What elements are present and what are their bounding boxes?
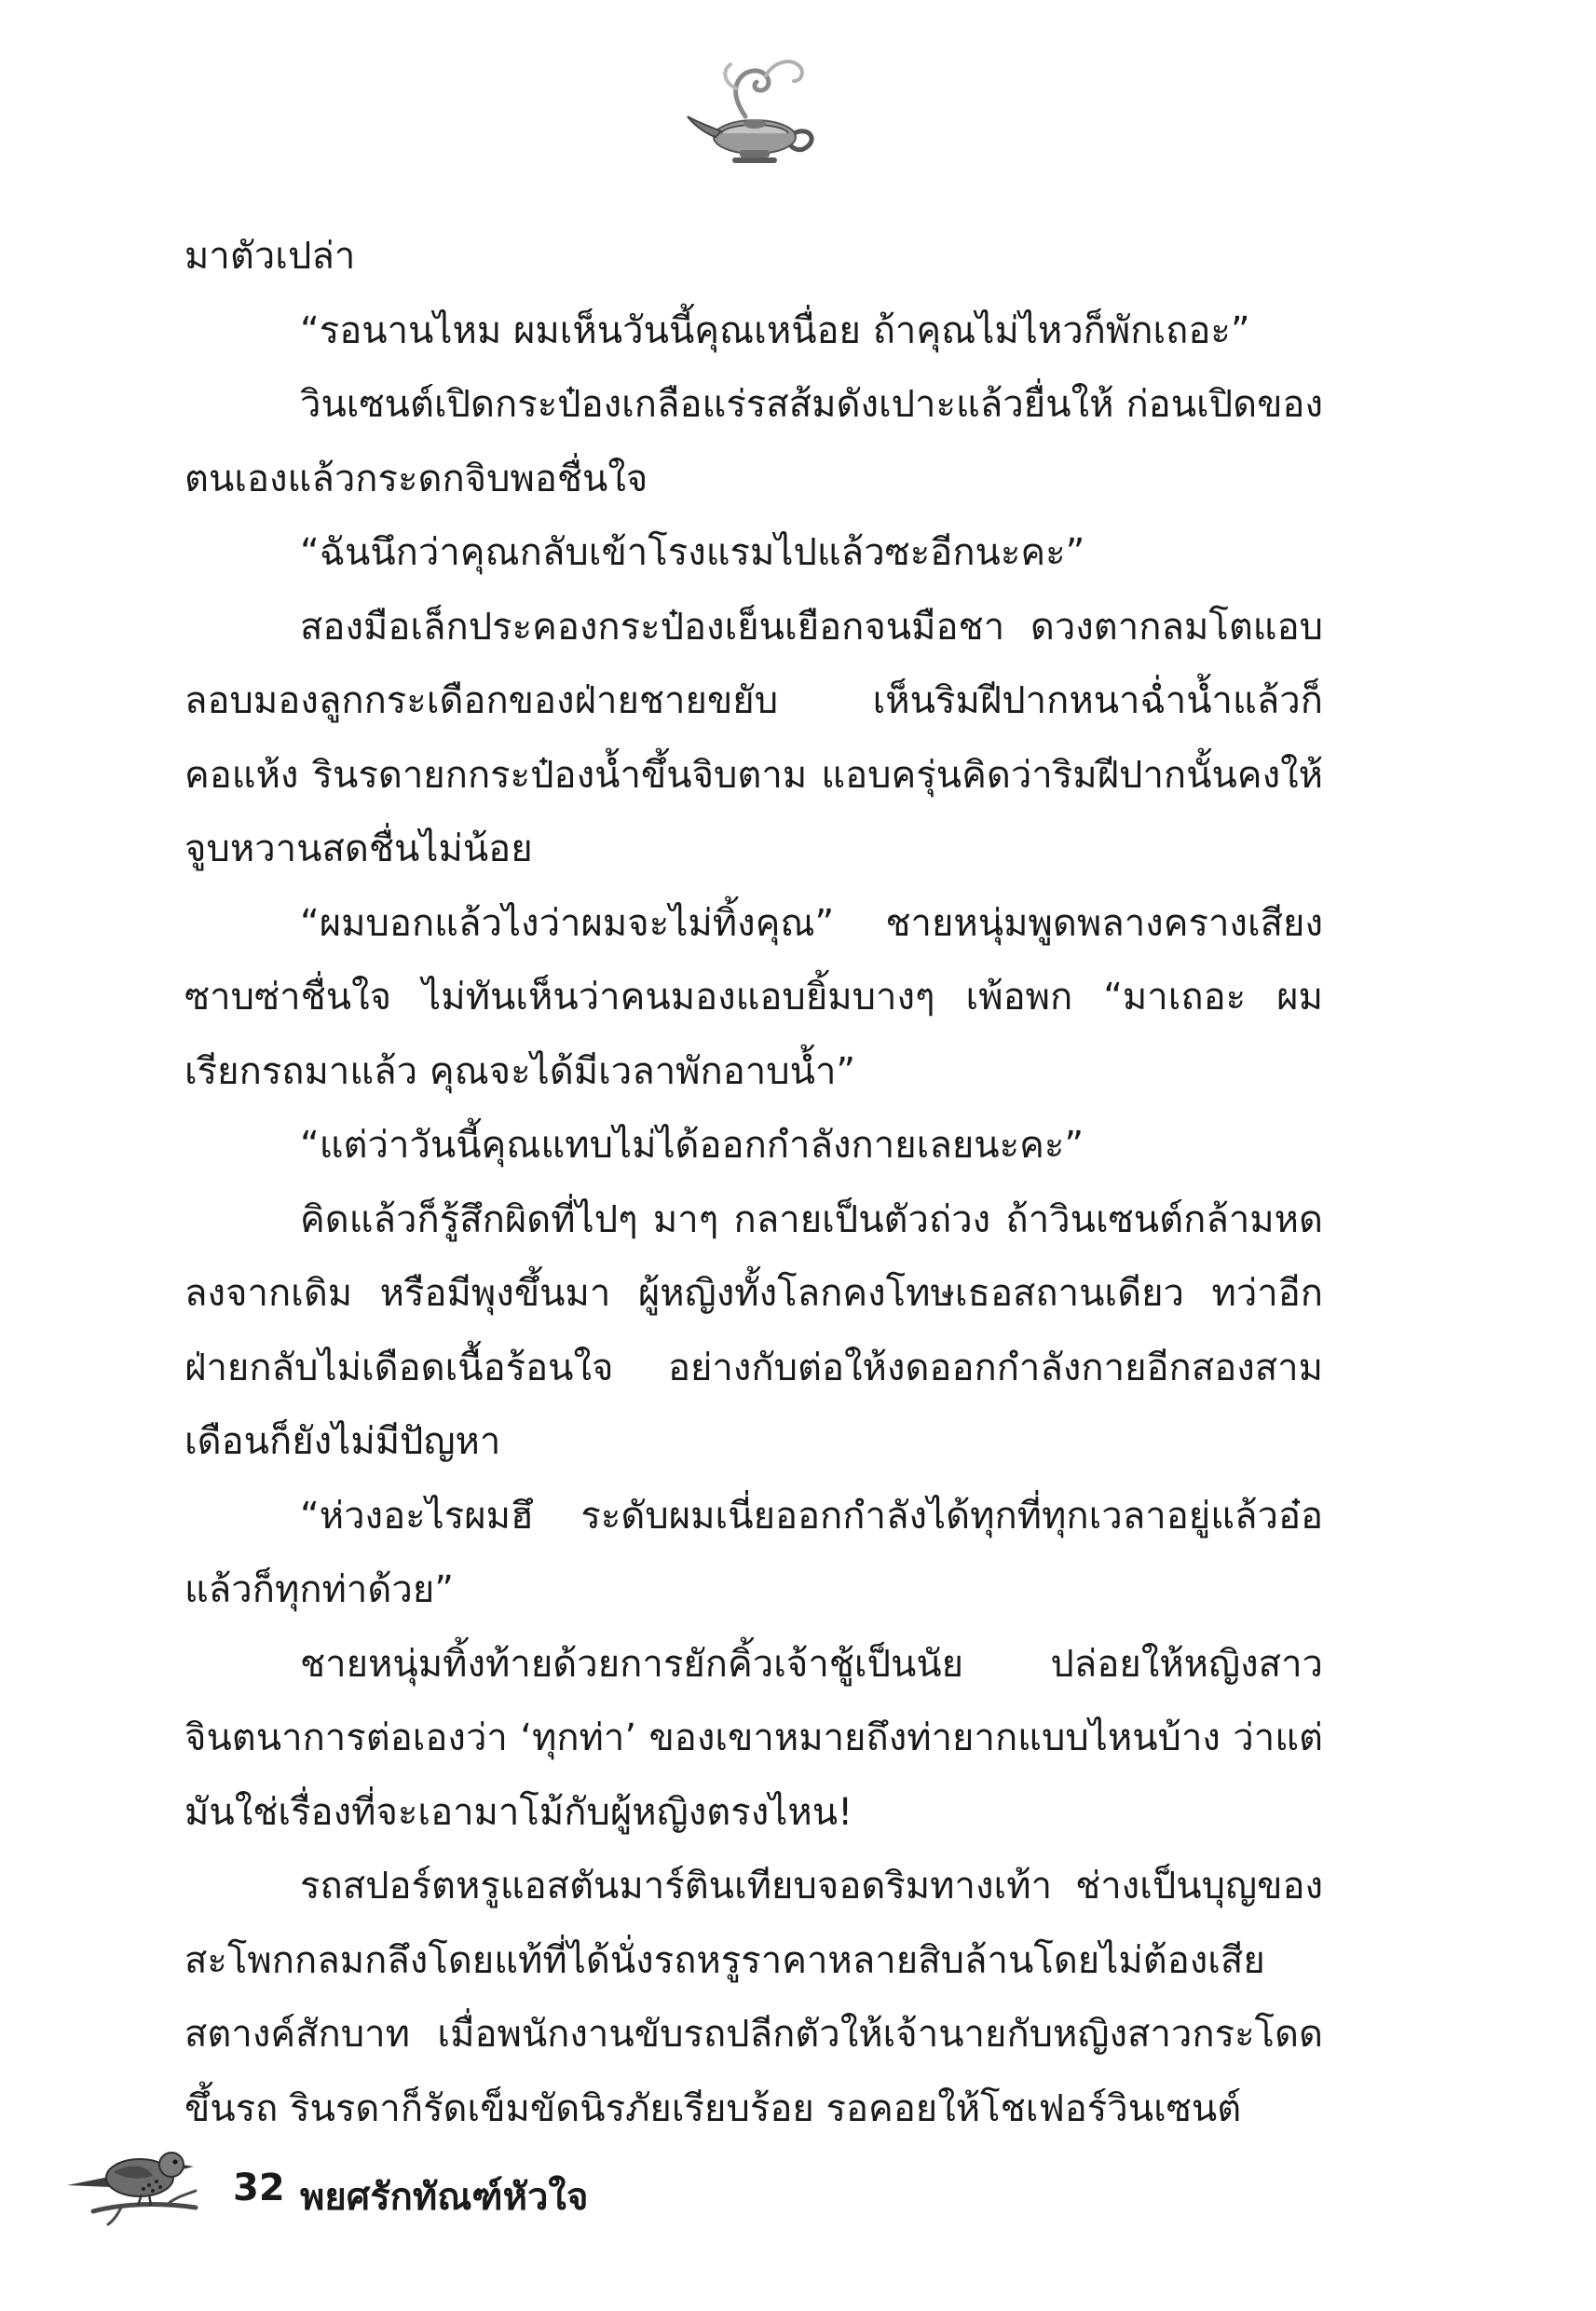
paragraph: “ผมบอกแล้วไงว่าผมจะไม่ทิ้งคุณ” ชายหนุ่มพูดพลางครางเสียงซาบซ่าชื่นใจ ไม่ทันเห็นว่าคนมองแอบยิ้มบางๆ เพ้อพก “มาเถอะ ผมเรียกรถมาแล้ว คุณจะได้มีเวลาพักอาบน้ำ” bbox=[184, 901, 1323, 1093]
paragraph: “แต่ว่าวันนี้คุณแทบไม่ได้ออกกำลังกายเลยนะคะ” bbox=[300, 1124, 1084, 1167]
paragraph: คิดแล้วก็รู้สึกผิดที่ไปๆ มาๆ กลายเป็นตัวถ่วง ถ้าวินเซนต์กล้ามหดลงจากเดิม หรือมีพุงขึ้นมา ผู้หญิงทั้งโลกคงโทษเธอสถานเดียว ทว่าอีกฝ่ายกลับไม่เดือดเนื้อร้อนใจ อย่างกับต่อให้งดออกกำลังกายอีกสองสามเดือนก็ยังไม่มีปัญหา bbox=[184, 1197, 1323, 1463]
paragraph: วินเซนต์เปิดกระป๋องเกลือแร่รสส้มดังเปาะแล้วยื่นให้ ก่อนเปิดของตนเองแล้วกระดกจิบพอชื่นใจ bbox=[184, 383, 1323, 500]
page-footer bbox=[56, 2111, 708, 2250]
paragraph: “รอนานไหม ผมเห็นวันนี้คุณเหนื่อย ถ้าคุณไม่ไหวก็พักเถอะ” bbox=[300, 308, 1250, 352]
bird-on-branch-icon bbox=[56, 2111, 205, 2232]
paragraph: “ห่วงอะไรผมฮึ ระดับผมเนี่ยออกกำลังได้ทุกที่ทุกเวลาอยู่แล้วอ๋อ แล้วก็ทุกท่าด้วย” bbox=[184, 1494, 1323, 1611]
paragraph: “ฉันนึกว่าคุณกลับเข้าโรงแรมไปแล้วซะอีกนะคะ” bbox=[300, 531, 1085, 574]
genie-lamp-icon bbox=[680, 51, 829, 172]
paragraph: รถสปอร์ตหรูแอสตันมาร์ตินเทียบจอดริมทางเท้า ช่างเป็นบุญของสะโพกกลมกลึงโดยแท้ที่ได้นั่งรถหรูราคาหลายสิบล้านโดยไม่ต้องเสียสตางค์สักบาท เมื่อพนักงานขับรถปลีกตัวให้เจ้านายกับหญิงสาวกระโดดขึ้นรถ รินรดาก็รัดเข็มขัดนิรภัยเรียบร้อย รอคอยให้โชเฟอร์วินเซนต์ bbox=[184, 1865, 1323, 2130]
page-number: 32 bbox=[233, 2167, 285, 2209]
body-text bbox=[184, 220, 1323, 2146]
paragraph: สองมือเล็กประคองกระป๋องเย็นเยือกจนมือชา ดวงตากลมโตแอบลอบมองลูกกระเดือกของฝ่ายชายขยับ เห็นริมฝีปากหนาฉ่ำน้ำแล้วก็คอแห้ง รินรดายกกระป๋องน้ำขึ้นจิบตาม แอบครุ่นคิดว่าริมฝีปากนั้นคงให้จูบหวานสดชื่นไม่น้อย bbox=[184, 605, 1323, 870]
paragraph: ชายหนุ่มทิ้งท้ายด้วยการยักคิ้วเจ้าชู้เป็นนัย ปล่อยให้หญิงสาวจินตนาการต่อเองว่า ‘ทุกท่า’ ของเขาหมายถึงท่ายากแบบไหนบ้าง ว่าแต่มันใช่เรื่องที่จะเอามาโม้กับผู้หญิงตรงไหน! bbox=[184, 1642, 1323, 1834]
book-title: พยศรักทัณฑ์หัวใจ bbox=[300, 2176, 589, 2219]
paragraph: มาตัวเปล่า bbox=[184, 235, 356, 278]
